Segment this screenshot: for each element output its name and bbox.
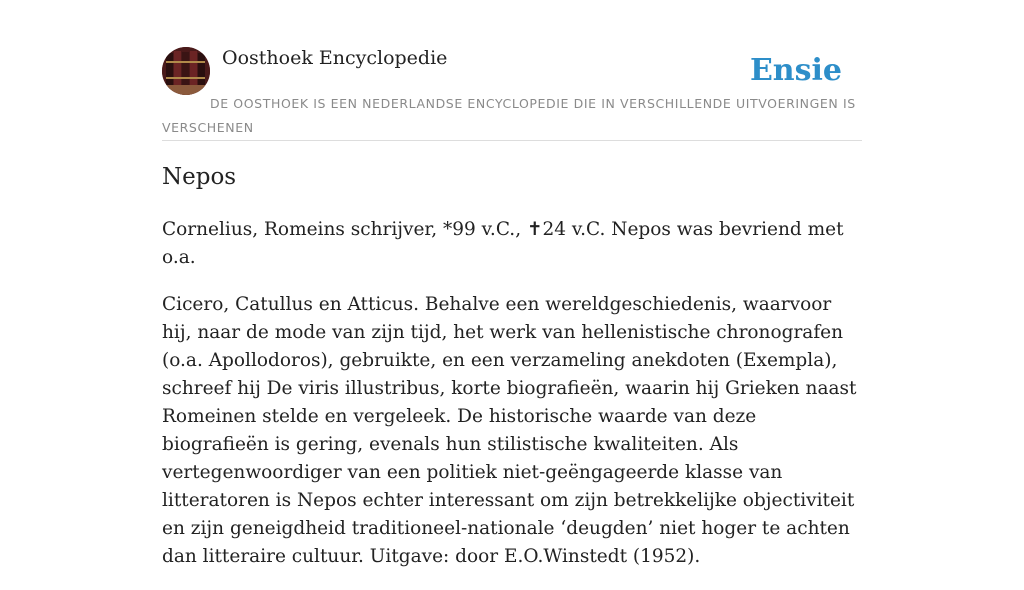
source-title[interactable]: Oosthoek Encyclopedie bbox=[222, 47, 448, 69]
article-body bbox=[162, 216, 862, 590]
article-paragraph: Cicero, Catullus en Atticus. Behalve een wereldgeschiedenis, waarvoor hij, naar de mode van zijn tijd, het werk van hellenistische chronografen (o.a. Apollodoros), gebruikte, en een verzameling anekdoten (Exempla), schreef hij De viris illustribus, korte biografieën, waarin hij Grieken naast Romeinen stelde en vergeleek. De historische waarde van deze biografieën is gering, evenals hun stilistische kwaliteiten. Als vertegenwoordiger van een politiek niet-geëngageerde klasse van litteratoren is Nepos echter interessant om zijn betrekkelijke objectiviteit en zijn geneigdheid traditioneel-nationale ‘deugden’ niet hoger te achten dan litteraire cultuur. Uitgave: door E.O.Winstedt (1952). bbox=[162, 294, 857, 567]
brand-logo[interactable]: Ensie bbox=[749, 53, 842, 88]
encyclopedia-books-icon[interactable] bbox=[162, 47, 210, 95]
source-description: DE OOSTHOEK IS EEN NEDERLANDSE ENCYCLOPEDIE DIE IN VERSCHILLENDE UITVOERINGEN IS VERSCHENEN bbox=[162, 96, 856, 135]
article-paragraph: Cornelius, Romeins schrijver, *99 v.C., ✝24 v.C. Nepos was bevriend met o.a. bbox=[162, 219, 844, 268]
source-header bbox=[162, 46, 862, 141]
article-title: Nepos bbox=[162, 164, 237, 190]
